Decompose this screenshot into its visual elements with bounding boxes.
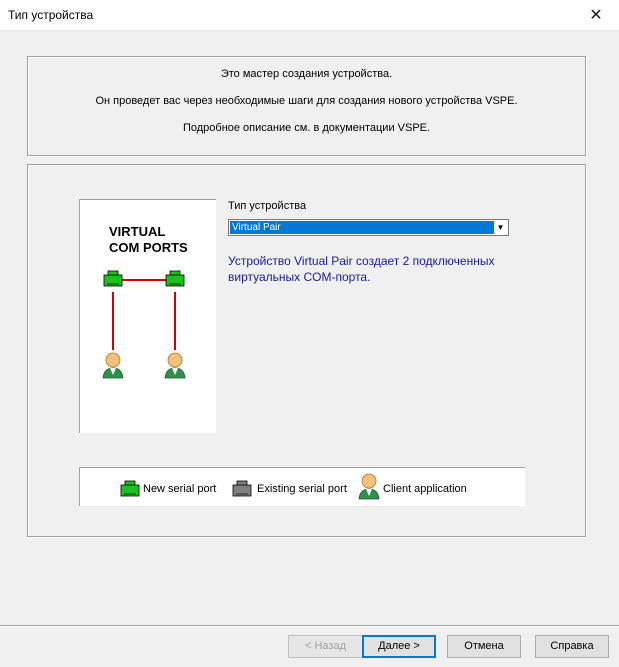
cancel-button[interactable]: Отмена bbox=[447, 635, 521, 658]
port-pair-diagram bbox=[80, 200, 216, 433]
new-serial-port-icon bbox=[104, 271, 122, 286]
device-diagram bbox=[79, 199, 216, 433]
device-type-select[interactable] bbox=[228, 219, 509, 236]
close-icon[interactable]: ✕ bbox=[589, 7, 603, 24]
title-bar bbox=[0, 0, 619, 31]
footer-separator bbox=[0, 625, 619, 627]
window-title: Тип устройства bbox=[8, 8, 94, 22]
client-application-icon bbox=[103, 353, 123, 378]
next-button[interactable]: Далее > bbox=[362, 635, 436, 658]
help-button[interactable]: Справка bbox=[535, 635, 609, 658]
diagram-title-line-2: COM PORTS bbox=[109, 240, 188, 255]
device-type-description: Устройство Virtual Pair создает 2 подключенных виртуальных COM-порта. bbox=[228, 254, 495, 284]
legend-existing-port: Existing serial port bbox=[257, 483, 347, 495]
new-serial-port-icon bbox=[166, 271, 184, 286]
intro-line-3: Подробное описание см. в документации VSPE. bbox=[182, 122, 431, 134]
existing-serial-port-icon bbox=[231, 479, 253, 499]
client-application-icon bbox=[357, 471, 381, 501]
legend bbox=[79, 467, 525, 506]
intro-panel bbox=[27, 56, 586, 156]
intro-line-2: Он проведет вас через необходимые шаги для создания нового устройства VSPE. bbox=[95, 95, 518, 107]
legend-client-app: Client application bbox=[383, 483, 467, 495]
diagram-title-line-1: VIRTUAL bbox=[109, 224, 166, 239]
intro-line-1: Это мастер создания устройства. bbox=[220, 68, 393, 80]
device-type-selected-value: Virtual Pair bbox=[230, 221, 494, 234]
new-serial-port-icon bbox=[119, 479, 141, 499]
chevron-down-icon[interactable]: ▼ bbox=[496, 223, 505, 232]
legend-new-port: New serial port bbox=[143, 483, 217, 495]
back-button[interactable]: < Назад bbox=[288, 635, 363, 658]
device-type-label: Тип устройства bbox=[228, 200, 307, 212]
client-application-icon bbox=[165, 353, 185, 378]
